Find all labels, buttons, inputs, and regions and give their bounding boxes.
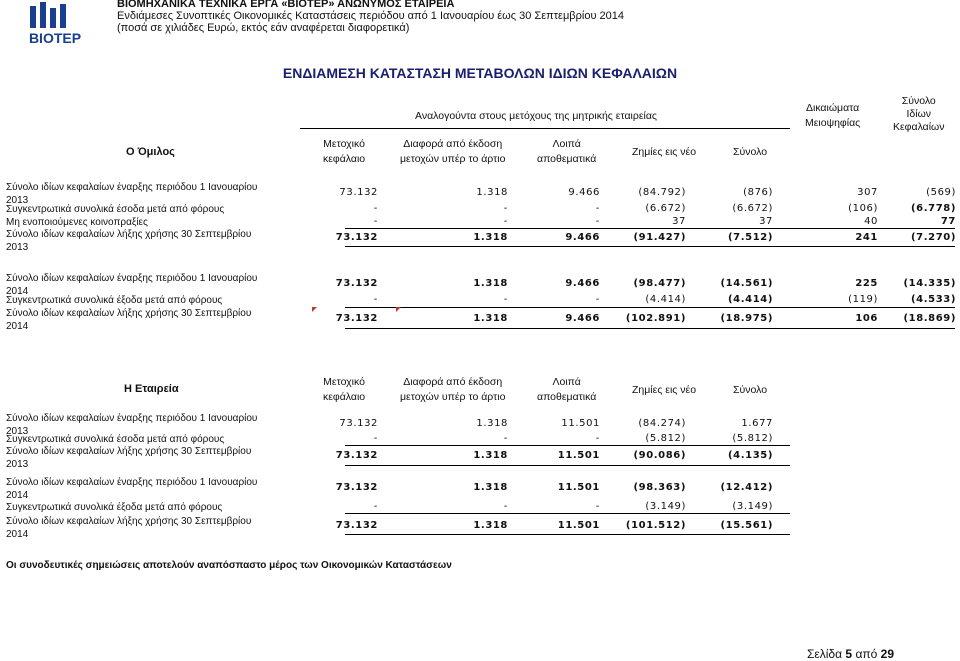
table-cell: - <box>373 501 378 512</box>
table-cell: 11.501 <box>561 418 600 429</box>
table-cell: 225 <box>855 278 878 289</box>
table-cell: 77 <box>940 216 956 227</box>
table-cell: (7.512) <box>728 232 773 243</box>
table-cell: 11.501 <box>557 450 600 461</box>
table-cell: (5.812) <box>645 433 686 444</box>
table-cell: - <box>595 203 600 214</box>
report-subtitle: Ενδιάμεσες Συνοπτικές Οικονομικές Καταστάσεις περιόδου από 1 Ιανουαρίου έως 30 Σεπτεμβρίου 2014 <box>117 10 624 22</box>
table-cell: 73.132 <box>339 187 378 198</box>
logo-text: ΒΙΟΤΕΡ <box>28 30 82 46</box>
table-cell: 1.318 <box>473 450 508 461</box>
table-cell: (876) <box>743 187 773 198</box>
table-cell: 9.466 <box>565 313 600 324</box>
group-col-total: Σύνολο <box>733 146 768 158</box>
table-cell: 307 <box>857 187 878 198</box>
table-cell: (18.975) <box>720 313 773 324</box>
table-cell: 11.501 <box>557 520 600 531</box>
company-col-total: Σύνολο <box>733 384 768 396</box>
table-cell: (15.561) <box>720 520 773 531</box>
table-cell: (4.414) <box>645 294 686 305</box>
table-cell: 9.466 <box>565 278 600 289</box>
group-row-label: Σύνολο ιδίων κεφαλαίων έναρξης περιόδου 1 Ιανουαρίου 2013 <box>6 182 258 206</box>
comment-marker-icon <box>312 307 317 312</box>
table-cell: - <box>503 501 508 512</box>
table-cell: - <box>373 203 378 214</box>
table-cell: 1.318 <box>476 418 508 429</box>
table-cell: 73.132 <box>335 232 378 243</box>
table-cell: 73.132 <box>335 313 378 324</box>
table-cell: 9.466 <box>568 187 600 198</box>
page-number: Σελίδα 5 από 29 <box>807 647 895 661</box>
group-label: Ο Όμιλος <box>126 146 175 158</box>
group-row-label: Συγκεντρωτικά συνολικά έξοδα μετά από φόρους <box>6 295 223 306</box>
statement-title: ΕΝΔΙΑΜΕΣΗ ΚΑΤΑΣΤΑΣΗ ΜΕΤΑΒΟΛΩΝ ΙΔΙΩΝ ΚΕΦΑΛΑΙΩΝ <box>282 65 678 81</box>
table-cell: (569) <box>926 187 956 198</box>
table-cell: 1.318 <box>473 482 508 493</box>
table-cell: 241 <box>855 232 878 243</box>
table-cell: 73.132 <box>339 418 378 429</box>
group-col-share-capital: Μετοχικό κεφάλαιο <box>323 138 366 165</box>
table-cell: (14.561) <box>720 278 773 289</box>
table-cell: (6.672) <box>732 203 773 214</box>
table-cell: (84.792) <box>638 187 686 198</box>
table-cell: - <box>595 501 600 512</box>
table-cell: (98.477) <box>633 278 686 289</box>
table-cell: - <box>503 433 508 444</box>
company-logo <box>10 0 100 48</box>
total-equity-header: Σύνολο Ιδίων Κεφαλαίων <box>893 95 945 133</box>
table-cell: (101.512) <box>625 520 686 531</box>
company-label: Η Εταιρεία <box>124 383 179 395</box>
table-cell: (12.412) <box>720 482 773 493</box>
company-row-label: Σύνολο ιδίων κεφαλαίων λήξης χρήσης 30 Σεπτεμβρίου 2014 <box>6 516 252 540</box>
table-cell: (3.149) <box>645 501 686 512</box>
group-row-label: Συγκεντρωτικά συνολικά έσοδα μετά από φόρους <box>6 204 225 215</box>
table-cell: 1.318 <box>473 232 508 243</box>
amounts-note: (ποσά σε χιλιάδες Ευρώ, εκτός εάν αναφέρεται διαφορετικά) <box>117 22 410 34</box>
table-cell: (4.533) <box>911 294 956 305</box>
table-cell: (6.672) <box>645 203 686 214</box>
table-cell: 9.466 <box>565 232 600 243</box>
table-cell: 37 <box>759 216 773 227</box>
table-cell: (14.335) <box>903 278 956 289</box>
table-cell: (106) <box>848 203 878 214</box>
table-cell: 73.132 <box>335 278 378 289</box>
group-row-label: Σύνολο ιδίων κεφαλαίων λήξης χρήσης 30 Σεπτεμβρίου 2014 <box>6 308 252 332</box>
table-cell: (4.414) <box>728 294 773 305</box>
table-cell: 1.318 <box>473 278 508 289</box>
company-row-label: Σύνολο ιδίων κεφαλαίων έναρξης περιόδου 1 Ιανουαρίου 2013 <box>6 413 258 437</box>
table-cell: (84.274) <box>638 418 686 429</box>
table-cell: (18.869) <box>903 313 956 324</box>
table-cell: (90.086) <box>633 450 686 461</box>
table-cell: - <box>595 433 600 444</box>
attributable-header: Αναλογούντα στους μετόχους της μητρικής εταιρείας <box>415 110 657 122</box>
table-cell: - <box>503 216 508 227</box>
company-name: ΒΙΟΜΗΧΑΝΙΚΑ ΤΕΧΝΙΚΑ ΕΡΓΑ «ΒΙΟΤΕΡ» ΑΝΩΝΥΜΟΣ ΕΤΑΙΡΕΙΑ <box>117 0 455 10</box>
comment-marker-icon <box>396 307 401 312</box>
company-col-share-premium: Διαφορά από έκδοση μετοχών υπέρ το άρτιο <box>400 376 506 403</box>
table-cell: - <box>373 294 378 305</box>
table-cell: (6.778) <box>911 203 956 214</box>
table-cell: (7.270) <box>911 232 956 243</box>
company-row-label: Σύνολο ιδίων κεφαλαίων λήξης χρήσης 30 Σεπτεμβρίου 2013 <box>6 446 252 470</box>
table-cell: 106 <box>855 313 878 324</box>
table-cell: (98.363) <box>633 482 686 493</box>
company-col-share-capital: Μετοχικό κεφάλαιο <box>323 376 366 403</box>
table-cell: 40 <box>864 216 878 227</box>
table-cell: - <box>503 203 508 214</box>
table-cell: (102.891) <box>625 313 686 324</box>
table-cell: - <box>595 216 600 227</box>
group-row-label: Σύνολο ιδίων κεφαλαίων λήξης χρήσης 30 Σεπτεμβρίου 2013 <box>6 229 252 253</box>
table-cell: - <box>503 294 508 305</box>
table-cell: 37 <box>672 216 686 227</box>
table-cell: 1.318 <box>473 520 508 531</box>
company-col-losses: Ζημίες εις νέο <box>632 384 697 396</box>
table-cell: 1.677 <box>741 418 773 429</box>
minority-header: Δικαιώματα Μειοψηφίας <box>805 102 861 129</box>
table-cell: (119) <box>848 294 878 305</box>
table-cell: (3.149) <box>732 501 773 512</box>
table-cell: - <box>595 294 600 305</box>
group-col-losses: Ζημίες εις νέο <box>632 146 697 158</box>
table-cell: (91.427) <box>633 232 686 243</box>
table-cell: 1.318 <box>476 187 508 198</box>
footer-note: Οι συνοδευτικές σημειώσεις αποτελούν αναπόσπαστο μέρος των Οικονομικών Καταστάσεων <box>6 560 452 571</box>
group-row-label: Σύνολο ιδίων κεφαλαίων έναρξης περιόδου 1 Ιανουαρίου 2014 <box>6 273 258 297</box>
table-cell: 73.132 <box>335 450 378 461</box>
table-cell: 73.132 <box>335 482 378 493</box>
table-cell: 1.318 <box>473 313 508 324</box>
company-row-label: Συγκεντρωτικά συνολικά έξοδα μετά από φόρους <box>6 502 223 513</box>
company-row-label: Σύνολο ιδίων κεφαλαίων έναρξης περιόδου 1 Ιανουαρίου 2014 <box>6 477 258 501</box>
table-cell: (5.812) <box>732 433 773 444</box>
company-row-label: Συγκεντρωτικά συνολικά έσοδα μετά από φόρους <box>6 434 225 445</box>
table-cell: 11.501 <box>557 482 600 493</box>
table-cell: - <box>373 433 378 444</box>
company-col-other-reserves: Λοιπά αποθεματικά <box>537 376 597 403</box>
group-col-share-premium: Διαφορά από έκδοση μετοχών υπέρ το άρτιο <box>400 138 506 165</box>
table-cell: (4.135) <box>728 450 773 461</box>
table-cell: - <box>373 216 378 227</box>
group-col-other-reserves: Λοιπά αποθεματικά <box>537 138 597 165</box>
group-row-label: Μη ενοποιούμενες κοινοπραξίες <box>6 217 148 228</box>
table-cell: 73.132 <box>335 520 378 531</box>
